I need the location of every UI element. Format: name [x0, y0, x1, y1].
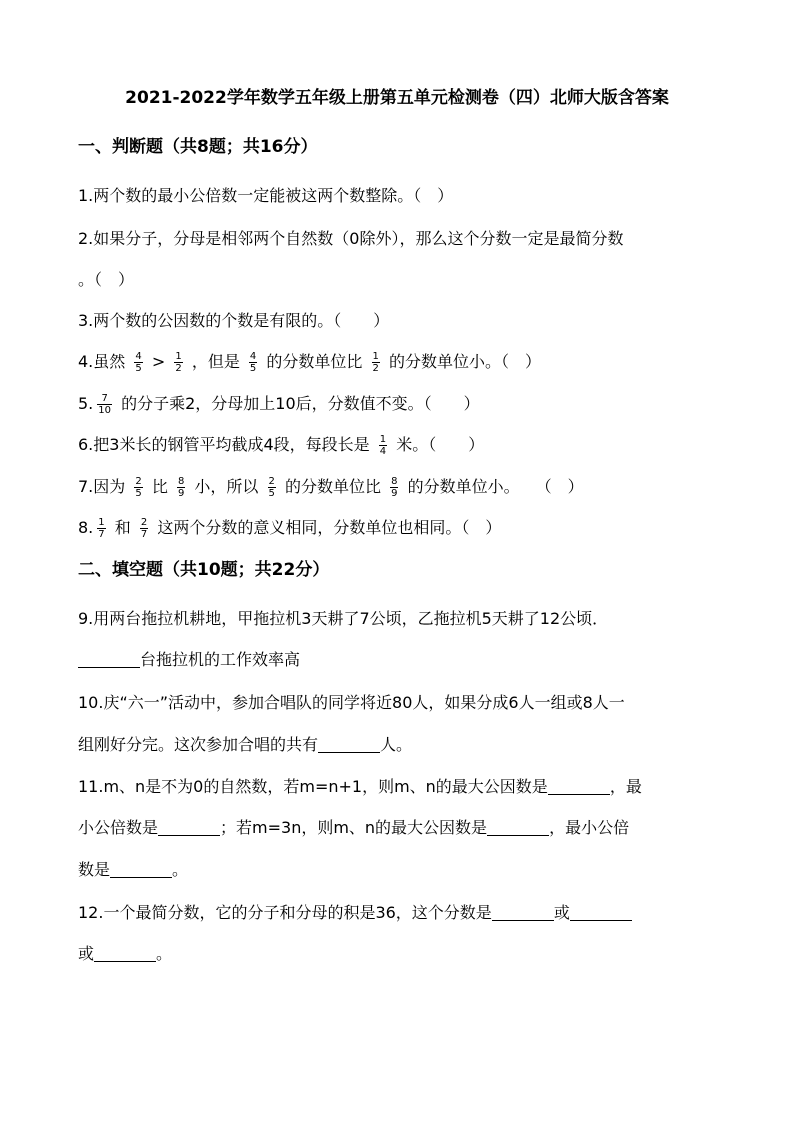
answer-blank[interactable] [570, 904, 632, 921]
question-11-line-2 [78, 816, 629, 840]
question-7 [78, 475, 584, 499]
fraction [390, 476, 398, 499]
text: 的分数单位比 [285, 477, 382, 496]
page-title: 2021-2022学年数学五年级上册第五单元检测卷（四）北师大版含答案 [125, 88, 669, 108]
text: 。 [172, 860, 189, 879]
text: 和 [114, 518, 131, 537]
text: 组刚好分完。这次参加合唱的共有 [78, 735, 319, 754]
question-11-line-1 [78, 775, 642, 799]
text: 数是 [78, 860, 111, 879]
denominator: 10 [98, 405, 111, 416]
question-8 [78, 516, 501, 540]
answer-blank[interactable] [492, 904, 554, 921]
numerator: 2 [268, 476, 275, 487]
numerator: 4 [135, 351, 142, 362]
denominator: 2 [175, 363, 182, 374]
text: 11.m、n是不为0的自然数，若m=n+1，则m、n的最大公因数是 [78, 777, 548, 796]
denominator: 5 [135, 488, 142, 499]
answer-blank[interactable] [487, 819, 549, 836]
text: 的分数单位小。 （ ） [407, 477, 584, 496]
question-9-line-1: 9.用两台拖拉机耕地，甲拖拉机3天耕了7公顷，乙拖拉机5天耕了12公顷． [78, 609, 609, 628]
question-10-line-2 [78, 733, 412, 757]
text: 或 [553, 903, 570, 922]
text: 台拖拉机的工作效率高 [140, 650, 301, 669]
text: 。 [156, 944, 173, 963]
answer-blank[interactable] [318, 736, 380, 753]
question-10-line-1: 10.庆“六一”活动中，参加合唱队的同学将近80人，如果分成6人一组或8人一 [78, 693, 625, 712]
fraction [249, 351, 257, 374]
numerator: 1 [372, 351, 379, 362]
answer-blank[interactable] [110, 861, 172, 878]
fraction [268, 476, 276, 499]
text: 6.把3米长的钢管平均截成4段，每段长是 [78, 435, 370, 454]
text: 的分数单位比 [266, 352, 363, 371]
answer-blank[interactable] [94, 945, 156, 962]
fraction [372, 351, 380, 374]
numerator: 2 [135, 476, 142, 487]
question-11-line-3 [78, 858, 188, 882]
text: 比 [151, 477, 168, 496]
answer-blank[interactable] [78, 651, 140, 668]
text: 小公倍数是 [78, 818, 159, 837]
denominator: 7 [98, 529, 105, 540]
fraction [174, 351, 182, 374]
numerator: 7 [101, 393, 108, 404]
text: 小，所以 [194, 477, 259, 496]
section-heading-judgment: 一、判断题（共8题；共16分） [78, 137, 318, 157]
text: ，最 [609, 777, 642, 796]
denominator: 7 [140, 529, 148, 540]
question-1: 1.两个数的最小公倍数一定能被这两个数整除。（ ） [78, 186, 454, 205]
text: ，最小公倍 [549, 818, 630, 837]
numerator: 8 [391, 476, 398, 487]
answer-blank[interactable] [158, 819, 220, 836]
text: 12.一个最简分数，它的分子和分母的积是36，这个分数是 [78, 903, 492, 922]
numerator: 1 [175, 351, 182, 362]
numerator: 8 [177, 476, 185, 487]
operator: > [151, 352, 166, 371]
text: 5. [78, 394, 94, 413]
fraction [134, 351, 142, 374]
numerator: 2 [140, 517, 148, 528]
question-9-line-2 [78, 648, 300, 672]
denominator: 4 [379, 446, 387, 457]
denominator: 5 [135, 363, 142, 374]
denominator: 5 [268, 488, 275, 499]
fraction [379, 434, 387, 457]
question-6 [78, 433, 484, 457]
text: 7.因为 [78, 477, 126, 496]
text: 的分数单位小。（ ） [388, 352, 541, 371]
text: 人。 [380, 735, 413, 754]
text: 米。（ ） [396, 435, 485, 454]
numerator: 1 [98, 517, 105, 528]
text: 8. [78, 518, 94, 537]
numerator: 4 [249, 351, 257, 362]
numerator: 1 [379, 434, 387, 445]
fraction [97, 393, 112, 416]
denominator: 5 [249, 363, 257, 374]
text: ；若m=3n，则m、n的最大公因数是 [220, 818, 488, 837]
denominator: 2 [372, 363, 379, 374]
fraction [134, 476, 142, 499]
question-5 [78, 392, 480, 416]
text: 4.虽然 [78, 352, 126, 371]
question-12-line-2 [78, 942, 172, 966]
denominator: 9 [391, 488, 398, 499]
fraction [97, 517, 105, 540]
text: ，但是 [191, 352, 240, 371]
question-12-line-1 [78, 901, 632, 925]
answer-blank[interactable] [548, 778, 610, 795]
question-2-line-2: 。（ ） [78, 270, 135, 289]
denominator: 9 [177, 488, 185, 499]
question-3: 3.两个数的公因数的个数是有限的。（ ） [78, 311, 390, 330]
fraction [177, 476, 185, 499]
text: 这两个分数的意义相同，分数单位也相同。（ ） [157, 518, 502, 537]
fraction [140, 517, 148, 540]
text: 的分子乘2，分母加上10后，分数值不变。（ ） [121, 394, 480, 413]
question-4 [78, 350, 541, 374]
text: 或 [78, 944, 95, 963]
question-2-line-1: 2.如果分子，分母是相邻两个自然数（0除外），那么这个分数一定是最简分数 [78, 229, 624, 248]
section-heading-fill-in: 二、填空题（共10题；共22分） [78, 560, 330, 580]
